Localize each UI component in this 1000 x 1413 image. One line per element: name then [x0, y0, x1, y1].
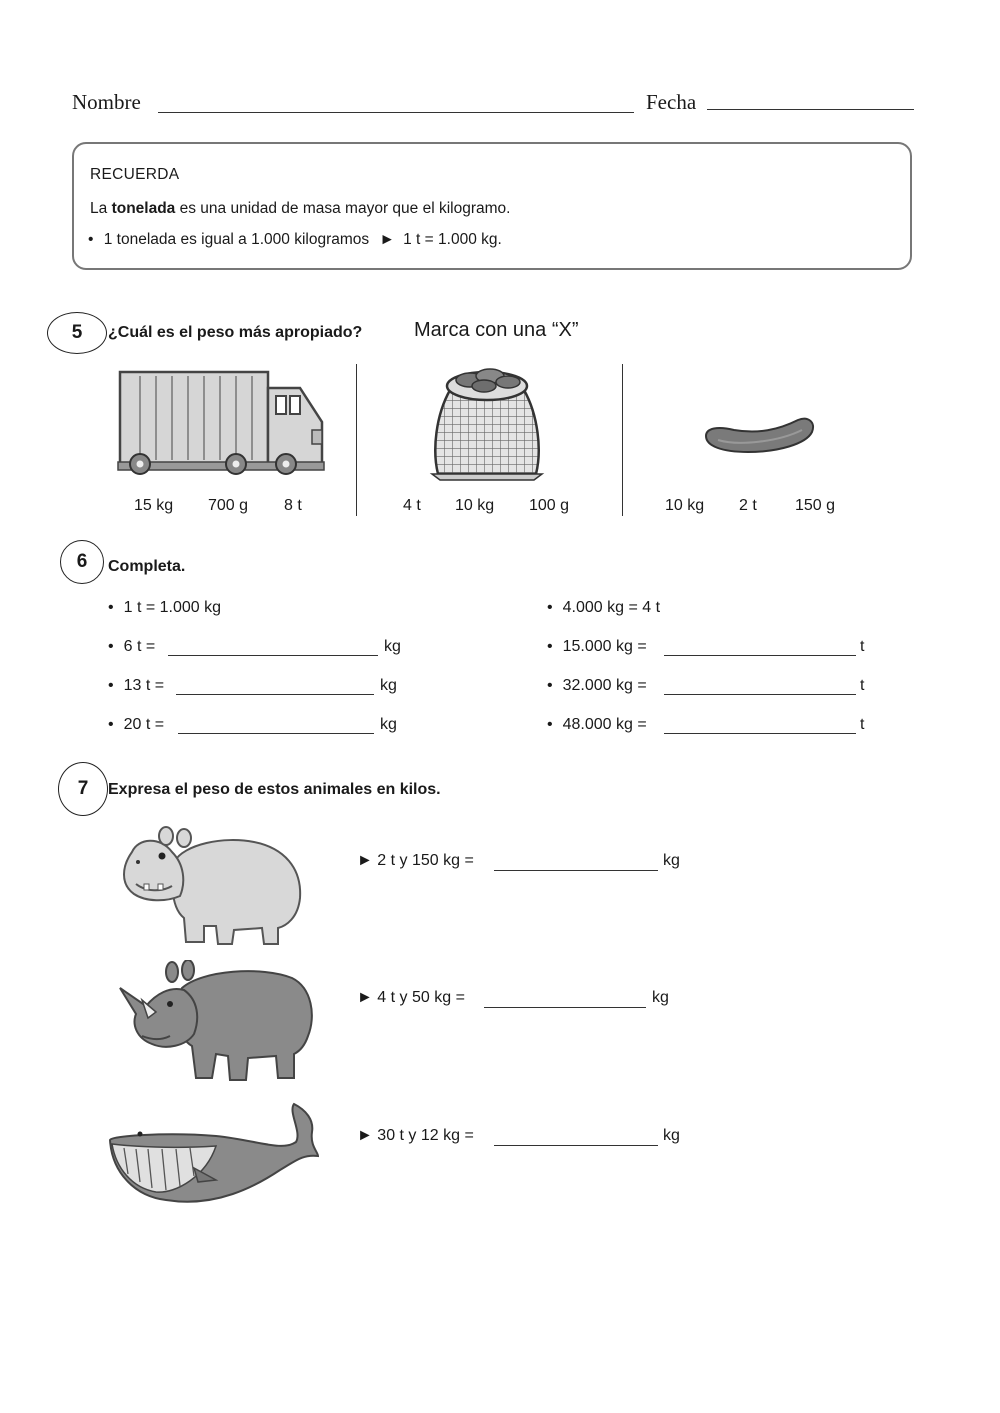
answer-blank[interactable] — [178, 733, 374, 734]
bullet: • — [108, 638, 114, 655]
question-number-7 — [58, 762, 108, 816]
date-field[interactable] — [707, 109, 914, 110]
animal-conversion — [357, 989, 465, 1007]
unit-label: kg — [663, 852, 680, 869]
answer-blank[interactable] — [494, 1145, 658, 1146]
q5-option[interactable]: 10 kg — [665, 497, 705, 514]
definition-text-pre: La — [90, 200, 112, 217]
arrow-icon: ► — [357, 989, 373, 1006]
name-label: Nombre — [72, 90, 141, 114]
answer-blank[interactable] — [494, 870, 658, 871]
completa-item — [108, 716, 164, 734]
completa-prefix: 20 t = — [123, 716, 165, 733]
truck-illustration — [112, 366, 328, 478]
unit-label: kg — [384, 638, 401, 655]
q5-option[interactable]: 700 g — [208, 497, 249, 514]
q5-option[interactable]: 4 t — [403, 497, 421, 514]
recuerda-definition — [90, 200, 510, 218]
bullet: • — [547, 599, 553, 616]
unit-label: t — [860, 716, 865, 733]
definition-term: tonelada — [111, 200, 176, 217]
answer-blank[interactable] — [664, 655, 856, 656]
hippo-illustration — [114, 822, 310, 952]
question-6-title: Completa. — [108, 558, 186, 575]
completa-prefix: 13 t = — [123, 677, 165, 694]
bullet: • — [547, 677, 553, 694]
q5-option[interactable]: 100 g — [529, 497, 570, 514]
unit-label: t — [860, 677, 865, 694]
conversion-prefix: 4 t y 50 kg = — [377, 989, 465, 1006]
fact-text: 1 tonelada es igual a 1.000 kilogramos — [103, 231, 370, 248]
answer-blank[interactable] — [664, 694, 856, 695]
completa-prefix: 15.000 kg = — [562, 638, 647, 655]
completa-example: 4.000 kg = 4 t — [562, 599, 661, 616]
q5-option[interactable]: 2 t — [739, 497, 757, 514]
recuerda-title: RECUERDA — [90, 166, 180, 183]
bullet: • — [547, 638, 553, 655]
question-number-6 — [60, 540, 104, 584]
fact-equation: 1 t = 1.000 kg. — [403, 231, 502, 248]
unit-label: kg — [652, 989, 669, 1006]
unit-label: t — [860, 638, 865, 655]
answer-blank[interactable] — [484, 1007, 646, 1008]
unit-label: kg — [380, 716, 397, 733]
sack-illustration — [428, 360, 546, 484]
completa-prefix: 32.000 kg = — [562, 677, 647, 694]
arrow-icon: ► — [357, 1127, 373, 1144]
question-number-text: 7 — [77, 778, 89, 799]
completa-item — [108, 677, 164, 695]
definition-text-post: es una unidad de masa mayor que el kilogramo. — [175, 200, 511, 217]
question-7-title: Expresa el peso de estos animales en kilos. — [108, 781, 441, 798]
completa-prefix: 6 t = — [123, 638, 156, 655]
unit-label: kg — [380, 677, 397, 694]
q5-option[interactable]: 15 kg — [134, 497, 174, 514]
completa-item — [547, 638, 647, 656]
recuerda-box — [72, 142, 912, 270]
question-5-text: ¿Cuál es el peso más apropiado? — [108, 324, 363, 341]
bullet: • — [108, 677, 114, 694]
question-5-instruction: Marca con una “X” — [414, 319, 579, 341]
completa-example: 1 t = 1.000 kg — [123, 599, 222, 616]
question-number-5 — [47, 312, 107, 354]
completa-item — [547, 677, 647, 695]
column-divider — [622, 364, 623, 516]
q5-option[interactable]: 150 g — [795, 497, 836, 514]
animal-conversion — [357, 852, 474, 870]
recuerda-fact — [88, 231, 502, 249]
date-label: Fecha — [646, 90, 697, 114]
animal-conversion — [357, 1127, 474, 1145]
arrow-icon: ► — [357, 852, 373, 869]
rhino-illustration — [112, 960, 318, 1086]
bullet: • — [108, 599, 114, 616]
answer-blank[interactable] — [168, 655, 378, 656]
question-number-text: 6 — [76, 551, 88, 572]
question-number-text: 5 — [71, 322, 83, 343]
completa-item — [547, 599, 660, 617]
bullet: • — [547, 716, 553, 733]
completa-item — [108, 599, 221, 617]
unit-label: kg — [663, 1127, 680, 1144]
name-field[interactable] — [158, 112, 634, 113]
completa-item — [547, 716, 647, 734]
answer-blank[interactable] — [176, 694, 374, 695]
q5-option[interactable]: 8 t — [284, 497, 302, 514]
bullet: • — [108, 716, 114, 733]
q5-option[interactable]: 10 kg — [455, 497, 495, 514]
arrow-icon: ► — [379, 231, 395, 248]
conversion-prefix: 2 t y 150 kg = — [377, 852, 474, 869]
bullet: • — [88, 231, 94, 248]
completa-prefix: 48.000 kg = — [562, 716, 647, 733]
column-divider — [356, 364, 357, 516]
whale-illustration — [106, 1096, 320, 1212]
conversion-prefix: 30 t y 12 kg = — [377, 1127, 474, 1144]
answer-blank[interactable] — [664, 733, 856, 734]
sausage-illustration — [698, 412, 818, 458]
completa-item — [108, 638, 155, 656]
